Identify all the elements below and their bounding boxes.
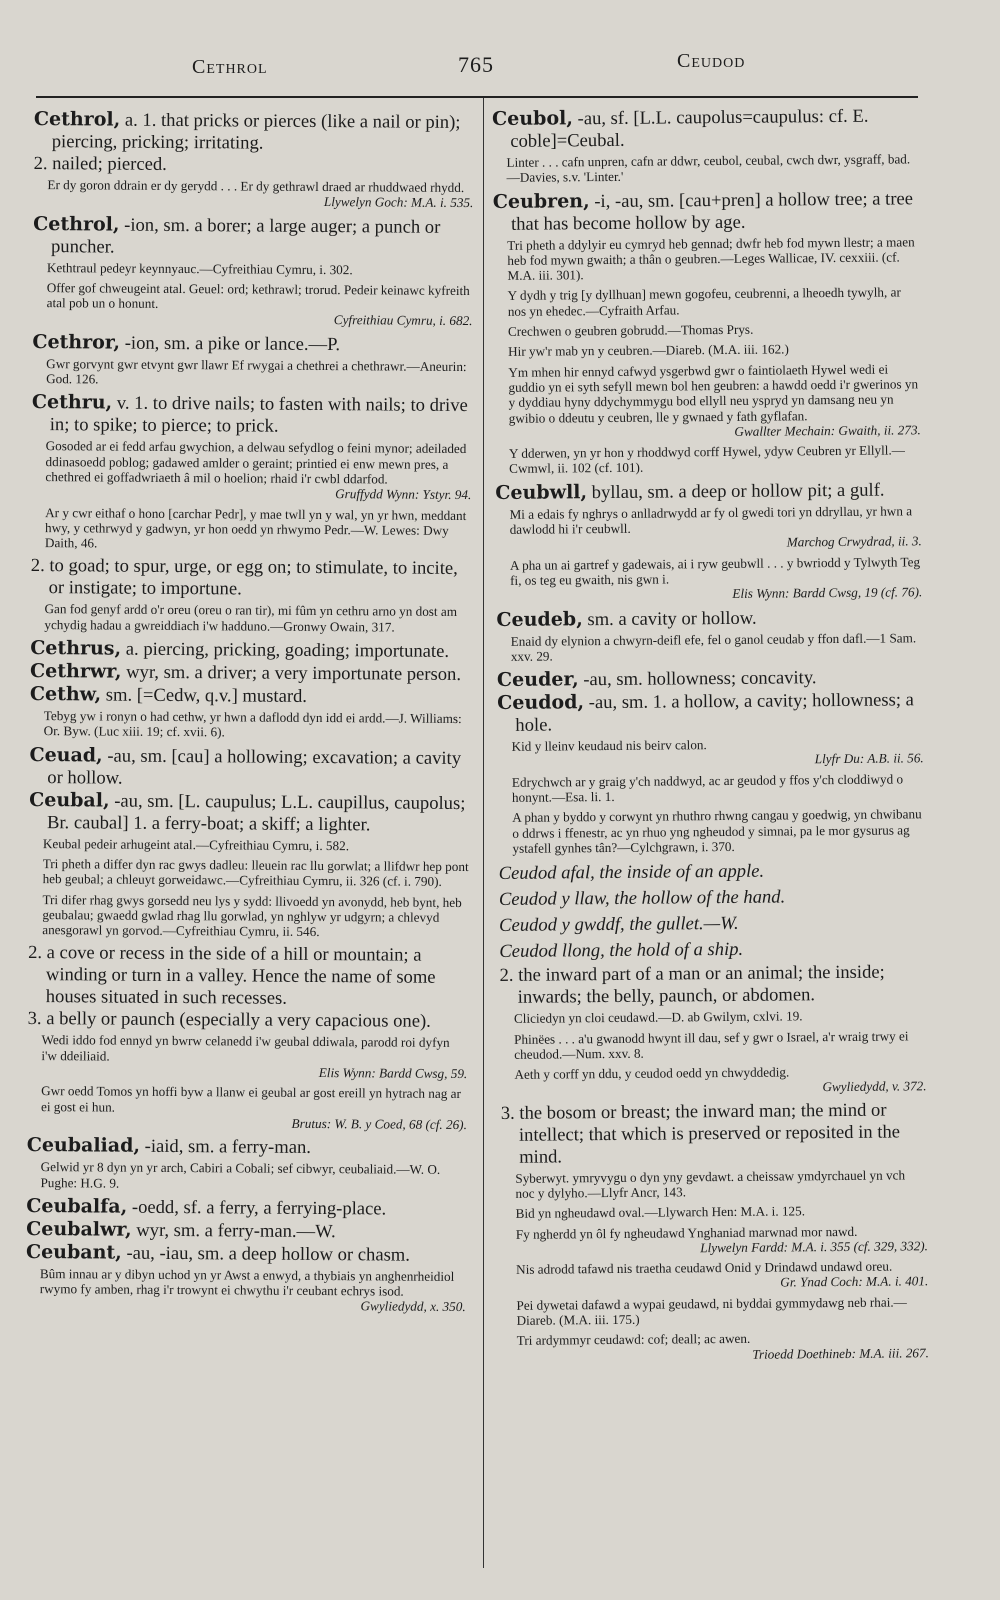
dictionary-entry — [29, 744, 469, 792]
sense-definition: 2. nailed; pierced. — [33, 152, 167, 175]
citation-quote — [512, 807, 924, 856]
citation-quote — [506, 151, 918, 185]
phrase-example: Ceudod llong, the hold of a ship. — [499, 939, 744, 963]
quote-text: Gwr gorvynt gwr etvynt gwr llawr Ef rwygai a chethrei a chethrawr.—Aneurin: God. 126. — [46, 355, 467, 387]
dictionary-entry — [30, 660, 470, 686]
dictionary-entry — [495, 478, 921, 505]
citation-quote — [40, 1159, 466, 1193]
quote-source: Trioedd Doethineb: M.A. iii. 267. — [752, 1344, 929, 1362]
citation-quote — [512, 735, 924, 769]
definition-text: sm. a cavity or hollow. — [582, 607, 757, 630]
sense-definition: 2. the inward part of a man or an animal; the inside; inwards; the belly, paunch, or abdomen. — [499, 961, 885, 1009]
dictionary-entry — [27, 1134, 467, 1160]
quote-text: Edrychwch ar y graig y'ch naddwyd, ac ar geudod y ffos y'ch cloddiwyd o honynt.—Esa. li. 1. — [511, 771, 904, 805]
quote-text: Tebyg yw i ronyn o had cethw, yr hwn a daflodd dyn idd ei ardd.—J. Williams: Or. Byw. (Luc xiii. 19; cf. xvii. 6). — [43, 708, 462, 740]
headword: Cethrwr, — [29, 660, 122, 683]
quote-source: Llyfr Du: A.B. ii. 56. — [814, 750, 924, 767]
citation-quote — [47, 177, 473, 211]
quote-text: Phinëes . . . a'u gwanodd hwynt ill dau, sef y gwr o Israel, a'r wraig trwy ei cheudod.—Num. xxv. 8. — [514, 1027, 909, 1062]
quote-text: Cliciedyn yn cloi ceudawd.—D. ab Gwilym, cxlvi. 19. — [513, 1008, 803, 1027]
headword: Cethrol, — [33, 212, 120, 236]
header-rule — [36, 96, 918, 98]
citation-quote — [516, 1258, 928, 1292]
definition-text: -au, sm. [L. caupulus; L.L. caupillus, caupolus; Br. caubal] 1. a ferry-boat; a skiff; a lighter. — [46, 790, 466, 836]
quote-text: Fy ngherdd yn ôl fy ngheudawd Ynghaniad marwnad mor nawd. — [515, 1223, 858, 1242]
left-running-head: Cethrol — [192, 56, 268, 78]
quote-text: Offer gof chweugeint atal. Geuel: ord; kethrawl; trorud. Pedeir keinawc kyfreith atal pob un o honunt. — [46, 279, 470, 312]
phrase-example: Ceudod y gwddf, the gullet.—W. — [499, 913, 739, 937]
sense-definition: 3. the bosom or breast; the inward man; the mind or intellect; that which is preserved or reposited in the mind. — [500, 1099, 901, 1168]
headword: Ceubal, — [29, 788, 110, 812]
citation-quote — [514, 1063, 926, 1097]
citation-quote — [511, 630, 923, 664]
definition-text: -ion, sm. a pike or lance.—P. — [120, 332, 341, 355]
quote-source: Gwyliedydd, x. 350. — [360, 1298, 466, 1315]
running-header — [0, 46, 1000, 86]
sense-definition: 2. to goad; to spur, urge, or egg on; to stimulate, to incite, or instigate; to importune. — [30, 555, 458, 600]
headword: Ceubol, — [492, 107, 574, 130]
headword: Ceubaliad, — [26, 1134, 141, 1157]
quote-text: Er dy goron ddrain er dy gerydd . . . Er dy gethrawl draed ar rhuddwaed rhydd. — [47, 177, 465, 196]
quote-source: Gwyliedydd, v. 372. — [822, 1078, 927, 1095]
citation-quote — [44, 602, 470, 636]
quote-source: Marchog Crwydrad, ii. 3. — [786, 533, 922, 550]
dictionary-entry — [30, 637, 470, 663]
citation-quote — [45, 505, 471, 554]
quote-text: A pha un ai gartref y gadewais, ai i ryw geubwll . . . y bwriodd y Tylwyth Teg fi, os teg eu gwaith, nis gwn i. — [509, 553, 921, 588]
headword: Cethrol, — [33, 108, 121, 131]
citation-quote — [42, 892, 468, 941]
dictionary-entry — [492, 104, 918, 153]
quote-text: Syberwyt. ymryvygu o dyn yny gevdawt. a cheissaw ymdyrchauel yn vch noc y dylyho.—Llyfr Ancr, 143. — [515, 1167, 906, 1201]
dictionary-entry — [493, 187, 919, 236]
quote-text: Aeth y corff yn ddu, y ceudod oedd yn chwyddedig. — [514, 1064, 790, 1082]
quote-text: Tri pheth a ddylyir eu cymryd heb gennad; dwfr heb fod mywn llestr; a maen heb fod mywn gwaith; a thân o geubren.—Leges Wallicae, IV. cexxiii. (cf. M.A. iii. 301). — [507, 233, 915, 284]
citation-quote — [46, 356, 472, 390]
citation-quote — [43, 836, 469, 854]
quote-text: Pei dywetai dafawd a wypai geudawd, ni byddai gymmydawg neb rhai.—Diareb. (M.A. iii. 175.) — [516, 1294, 907, 1328]
citation-quote — [508, 320, 920, 339]
dictionary-entry — [496, 605, 922, 632]
right-column — [492, 104, 931, 1588]
definition-text: -i, -au, sm. [cau+pren] a hollow tree; a tree that has become hollow by age. — [510, 187, 914, 235]
dictionary-entry — [32, 391, 472, 439]
citation-quote — [41, 1032, 467, 1081]
citation-quote — [516, 1223, 928, 1257]
citation-quote — [515, 1167, 927, 1201]
quote-source: Llywelyn Fardd: M.A. i. 355 (cf. 329, 332). — [700, 1238, 929, 1256]
dictionary-entry — [29, 789, 469, 837]
headword: Cethw, — [29, 683, 102, 706]
quote-text: Nis adrodd tafawd nis traetha ceudawd Onid y Drindawd undawd oreu. — [516, 1258, 893, 1278]
headword: Ceudod, — [497, 691, 585, 715]
citation-quote — [508, 361, 921, 441]
quote-source: Cyfreithiau Cymru, i. 682. — [333, 312, 473, 329]
citation-quote — [517, 1330, 929, 1364]
dictionary-entry — [30, 683, 470, 709]
definition-text: -au, sm. [cau] a hollowing; excavation; a cavity or hollow. — [47, 745, 462, 789]
citation-quote — [508, 285, 920, 319]
definition-text: wyr, sm. a ferry-man.—W. — [131, 1219, 336, 1242]
quote-text: Gosoded ar ei fedd arfau gwychion, a delwau sefydlog o feini mynor; adeiladed ddinasoedd poblog; gadawed amlder o geraint; printied ei enw mewn pres, a chethred ei goffadwriaeth â mil o hoelion; rhaid i'r cwbl ddarfod. — [45, 438, 467, 487]
quote-text: Ym mhen hir ennyd cafwyd ysgerbwd gwr o faintiolaeth Hywel wedi ei guddio yn ei syth sefyll mewn bol hen geubren: a hawdd oedd i'r gwerinos yn y dyddiau hyny ddychymmygu bod ellyll neu yspryd yn damsang neu yn gwibio o ddeutu y ceubren, lle y gwnaed y fath gyflafan. — [508, 361, 919, 426]
column-divider — [483, 98, 484, 1568]
definition-text: -au, sm. hollowness; concavity. — [578, 667, 817, 691]
quote-source: Gr. Ynad Coch: M.A. i. 401. — [780, 1273, 929, 1290]
quote-source: Gruffydd Wynn: Ystyr. 94. — [335, 486, 472, 503]
dictionary-entry — [32, 331, 472, 357]
citation-quote — [510, 554, 922, 603]
quote-text: Wedi iddo fod ennyd yn bwrw celanedd i'w geubal ddiwala, parodd roi dyfyn i'w ddeiliaid. — [41, 1032, 450, 1064]
citation-quote — [46, 280, 472, 329]
citation-quote — [509, 503, 921, 552]
quote-text: Kid y lleinv keudaud nis beirv calon. — [511, 737, 707, 754]
quote-text: Kethtraul pedeyr keynnyauc.—Cyfreithiau Cymru, i. 302. — [46, 259, 353, 277]
quote-text: Crechwen o geubren gobrudd.—Thomas Prys. — [507, 321, 754, 339]
quote-text: Mi a edais fy nghrys o anlladrwydd ar fy ol gwedi tori yn ddryllau, yr hwn a dawlodd hi i'r ceubwll. — [509, 503, 913, 537]
quote-source: Gwallter Mechain: Gwaith, ii. 273. — [734, 422, 921, 439]
dictionary-entry — [33, 213, 473, 261]
headword: Ceudeb, — [496, 607, 583, 631]
quote-text: Bûm innau ar y dibyn uchod yn yr Awst a enwyd, a thybiais yn anghenrheidiol rwymo fy amben, rhag i'r trowynt ei chwythu i'r ceubant echrys isod. — [39, 1265, 455, 1299]
quote-text: Gwr oedd Tomos yn hoffi byw a llanw ei geubal ar gost ereill yn hytrach nag ar ei gost ei hun. — [40, 1083, 461, 1115]
definition-text: -iaid, sm. a ferry-man. — [139, 1135, 312, 1159]
quote-text: Hir yw'r mab yn y ceubren.—Diareb. (M.A. iii. 162.) — [508, 341, 789, 360]
definition-text: -ion, sm. a borer; a large auger; a punch or puncher. — [50, 214, 441, 258]
quote-text: Enaid dy elynion a chwyrn-deifl efe, fel o ganol ceudab y ffon dafl.—1 Sam. xxv. 29. — [510, 629, 917, 664]
headword: Ceubalwr, — [26, 1217, 132, 1241]
definition-text: a. piercing, pricking, goading; importunate. — [121, 638, 450, 662]
sense-definition: 2. a cove or recess in the side of a hill or mountain; a winding or turn in a valley. Hence the name of some houses situated in such recesses. — [28, 942, 436, 1010]
quote-text: Keubal pedeir arhugeint atal.—Cyfreithiau Cymru, i. 582. — [42, 835, 350, 853]
citation-quote — [41, 1083, 467, 1132]
quote-text: Bid yn ngheudawd oval.—Llywarch Hen: M.A. i. 125. — [515, 1203, 806, 1222]
citation-quote — [516, 1294, 928, 1328]
quote-text: Tri pheth a differ dyn rac gwys dadleu: lleuein rac llu gorwlat; a llifdwr hep pont heb geubal; a chleuyt gorweidawc.—Cyfreithiau Cymru, ii. 326 (cf. i. 790). — [42, 856, 469, 890]
citation-quote — [512, 771, 924, 805]
dictionary-entry — [34, 108, 474, 156]
headword: Ceubalfa, — [26, 1194, 128, 1218]
definition-text: a. 1. that pricks or pierces (like a nail or pin); piercing, pricking; irritating. — [51, 109, 461, 154]
citation-quote — [43, 856, 469, 890]
definition-text: -oedd, sf. a ferry, a ferrying-place. — [127, 1196, 387, 1220]
citation-quote — [509, 442, 921, 476]
citation-quote — [507, 234, 919, 283]
headword: Ceuder, — [496, 668, 579, 692]
headword: Ceubant, — [25, 1240, 122, 1264]
headword: Ceuad, — [29, 743, 103, 767]
quote-text: Ar y cwr eithaf o hono [carchar Pedr], y mae twll yn y wal, yn yr hwn, meddant hwy, y cethrwyd y gadwyn, yr hon oedd yn rhwymo Pedr.—W. Lewes: Dwy Daith, 46. — [44, 504, 467, 551]
headword: Cethru, — [31, 391, 113, 414]
definition-text: byllau, sm. a deep or hollow pit; a gulf. — [586, 479, 885, 503]
headword: Cethror, — [32, 330, 121, 354]
definition-text: sm. [=Cedw, q.v.] mustard. — [101, 684, 308, 707]
citation-quote — [514, 1007, 926, 1026]
quote-text: Tri difer rhag gwys gorsedd neu lys y sydd: llivoedd yn avonydd, heb bynt, heb geubalau; gwaedd gwlad rhag llu gorwlad, yn nghlyw yr udgyrn; a chlevyd anesgorawl yn gorvod.—Cyfreithiau Cymru, ii. 546. — [42, 891, 462, 940]
definition-text: -au, sm. 1. a hollow, a cavity; hollowness; a hole. — [515, 689, 914, 736]
citation-quote — [516, 1203, 928, 1222]
dictionary-entry — [26, 1195, 466, 1221]
dictionary-entry — [497, 688, 923, 737]
left-column — [24, 108, 474, 1591]
right-running-head: Ceudod — [677, 50, 746, 72]
quote-source: Elis Wynn: Bardd Cwsg, 19 (cf. 76). — [732, 584, 923, 602]
quote-text: Gelwid yr 8 dyn yn yr arch, Cabiri a Cobali; sef cibwyr, ceubaliaid.—W. O. Pughe: H.G. 9. — [40, 1159, 441, 1191]
dictionary-entry — [26, 1218, 466, 1244]
citation-quote — [44, 708, 470, 742]
headword: Ceubren, — [492, 189, 590, 213]
definition-text: -au, -iau, sm. a deep hollow or chasm. — [121, 1242, 411, 1266]
phrase-example: Ceudod y llaw, the hollow of the hand. — [498, 886, 786, 911]
dictionary-entry — [26, 1241, 466, 1267]
citation-quote — [47, 260, 473, 278]
quote-text: Linter . . . cafn unpren, cafn ar ddwr, ceubol, ceubal, cwch dwr, ysgraff, bad.—Davies, s.v. 'Linter.' — [506, 151, 911, 186]
definition-text: -au, sf. [L.L. caupolus=caupulus: cf. E. coble]=Ceubal. — [510, 105, 869, 152]
quote-source: Elis Wynn: Bardd Cwsg, 59. — [318, 1065, 468, 1082]
definition-text: wyr, sm. a driver; a very importunate person. — [121, 661, 462, 686]
citation-quote — [40, 1266, 466, 1315]
quote-text: Tri ardymmyr ceudawd: cof; deall; ac awen. — [516, 1331, 751, 1349]
quote-text: Gan fod genyf ardd o'r oreu (oreu o ran tir), mi fûm yn cethru arno yn dost am ychydig hadau a gwreiddiach i'w hadduno.—Gronwy Owain, 317. — [44, 601, 458, 635]
quote-text: Y dydh y trig [y dyllhuan] mewn gogofeu, ceubrenni, a lheoedh tywylh, ar nos yn ehedec.—Cyfraith Arfau. — [507, 284, 901, 319]
citation-quote — [45, 438, 471, 502]
headword: Ceubwll, — [495, 480, 588, 504]
quote-source: Llywelyn Goch: M.A. i. 535. — [323, 194, 474, 211]
page-number: 765 — [458, 52, 494, 77]
quote-text: A phan y byddo y corwynt yn rhuthro rhwng cangau y goedwig, yn chwibanu o ddrws i ffenestr, ac yn rhuo yng ngheudod y simnai, pa le mor gysurus ag ystafell gynhes tân?—Cylchgrawn, i. 370. — [512, 806, 922, 856]
quote-source: Brutus: W. B. y Coed, 68 (cf. 26). — [291, 1115, 467, 1132]
citation-quote — [514, 1028, 926, 1062]
citation-quote — [508, 341, 920, 360]
phrase-example: Ceudod afal, the inside of an apple. — [498, 860, 765, 885]
definition-text: v. 1. to drive nails; to fasten with nails; to drive in; to spike; to pierce; to prick. — [49, 392, 468, 438]
headword: Cethrus, — [30, 637, 122, 660]
quote-text: Y dderwen, yn yr hon y rhoddwyd corff Hywel, ydyw Ceubren yr Ellyll.—Cwmwl, ii. 102 (cf. 101). — [508, 442, 905, 477]
sense-definition: 3. a belly or paunch (especially a very capacious one). — [27, 1008, 431, 1033]
